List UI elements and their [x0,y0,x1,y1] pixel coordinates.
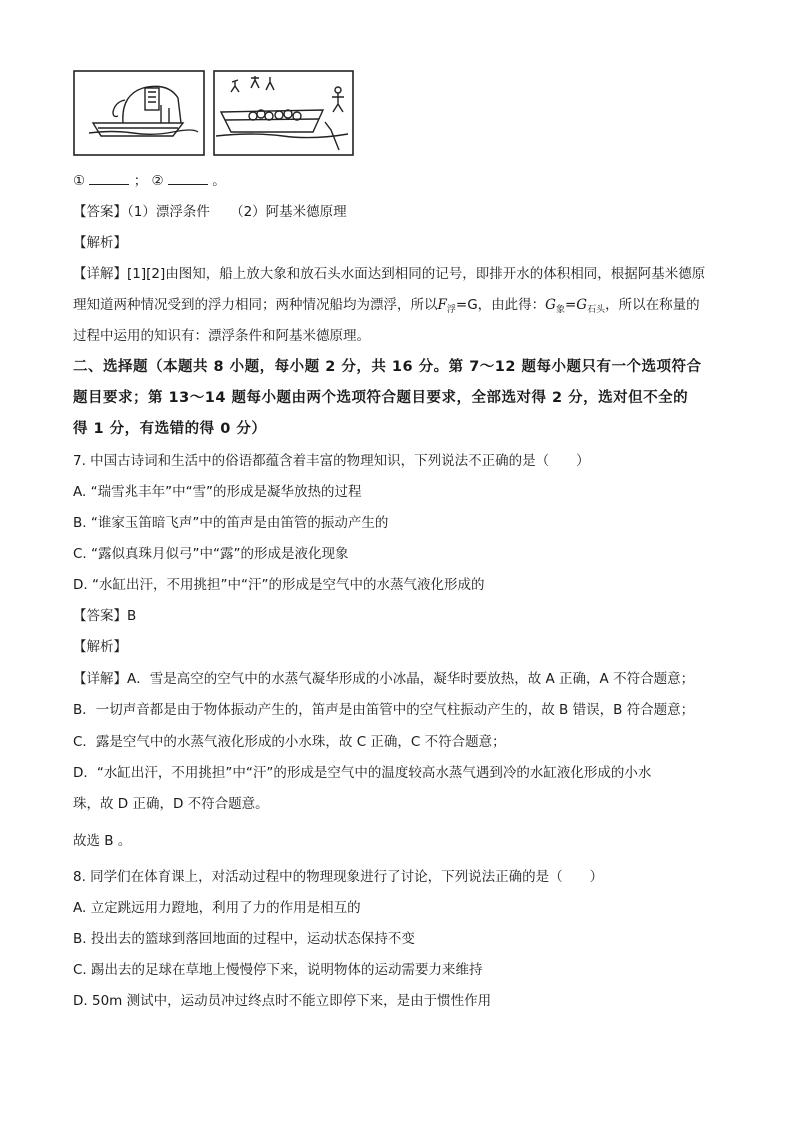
answer-blank-2[interactable] [168,172,208,185]
q7-detail-b: B．一切声音都是由于物体振动产生的，笛声是由笛管中的空气柱振动产生的，故 B 错误，B 符合题意； [73,702,695,718]
q7-detail-d-line-1: D．“水缸出汗，不用挑担”中“汗”的形成是空气中的温度较高水蒸气遇到冷的水缸液化形成的小水 [73,765,652,781]
elephant-boat-drawing [89,86,198,136]
stone-boat-drawing [216,76,348,150]
section-2-heading-line-3: 得 1 分，有选错的得 0 分） [73,421,267,437]
q7-option-d[interactable]: D. “水缸出汗，不用挑担”中“汗”的形成是空气中的水蒸气液化形成的 [73,577,485,593]
q7-detail-a: 【详解】A．雪是高空的空气中的水蒸气凝华形成的小冰晶，凝华时要放热，故 A 正确，A 不符合题意； [73,671,695,687]
q6-detail-line-2: 理知道两种情况受到的浮力相同；两种情况船均为漂浮，所以$F_浮=G$，由此得：$G_象=G_{石头}$，所以在称量的 [73,297,700,315]
elephant-stone-boat-figure [73,70,355,158]
q8-option-b[interactable]: B. 投出去的篮球到落回地面的过程中，运动状态保持不变 [73,931,415,947]
q7-option-b[interactable]: B. “谁家玉笛暗飞声”中的笛声是由笛管的振动产生的 [73,515,389,531]
q6-detail-line-3: 过程中运用的知识有：漂浮条件和阿基米德原理。 [73,328,370,344]
q8-option-c[interactable]: C. 踢出去的足球在草地上慢慢停下来，说明物体的运动需要力来维持 [73,962,483,978]
q7-option-a[interactable]: A. “瑞雪兆丰年”中“雪”的形成是凝华放热的过程 [73,484,362,500]
section-2-heading-line-2: 题目要求；第 13～14 题每小题由两个选项符合题目要求，全部选对得 2 分，选对但不全的 [73,390,689,406]
answer-blank-1[interactable] [89,172,129,185]
q8-option-d[interactable]: D. 50m 测试中，运动员冲过终点时不能立即停下来，是由于惯性作用 [73,993,492,1009]
separator: ； [133,173,148,189]
blank-1-label: ① [73,173,86,189]
q7-answer: 【答案】B [73,608,137,624]
q7-stem: 7. 中国古诗词和生活中的俗语都蕴含着丰富的物理知识，下列说法不正确的是（ ） [73,453,590,469]
q6-detail-line-1: 【详解】[1][2]由图知，船上放大象和放石头水面达到相同的记号，即排开水的体积相同，根据阿基米德原 [73,266,706,282]
fill-blank-line [73,172,226,190]
q7-detail-c: C．露是空气中的水蒸气液化形成的小水珠，故 C 正确，C 不符合题意； [73,734,506,750]
q7-analysis-heading: 【解析】 [73,639,127,655]
q6-answer: 【答案】（1）漂浮条件 （2）阿基米德原理 [73,204,347,220]
q7-conclusion: 故选 B 。 [73,833,132,849]
blank-2-label: ② [151,173,164,189]
q8-option-a[interactable]: A. 立定跳远用力蹬地，利用了力的作用是相互的 [73,900,361,916]
q7-option-c[interactable]: C. “露似真珠月似弓”中“露”的形成是液化现象 [73,546,349,562]
q6-analysis-heading: 【解析】 [73,235,127,251]
section-2-heading-line-1: 二、选择题（本题共 8 小题，每小题 2 分，共 16 分。第 7～12 题每小题只有一个选项符合 [73,359,702,375]
q7-detail-d-line-2: 珠，故 D 正确，D 不符合题意。 [73,796,269,812]
period: 。 [212,173,226,189]
q8-stem: 8. 同学们在体育课上，对活动过程中的物理现象进行了讨论，下列说法正确的是（ ） [73,869,604,885]
